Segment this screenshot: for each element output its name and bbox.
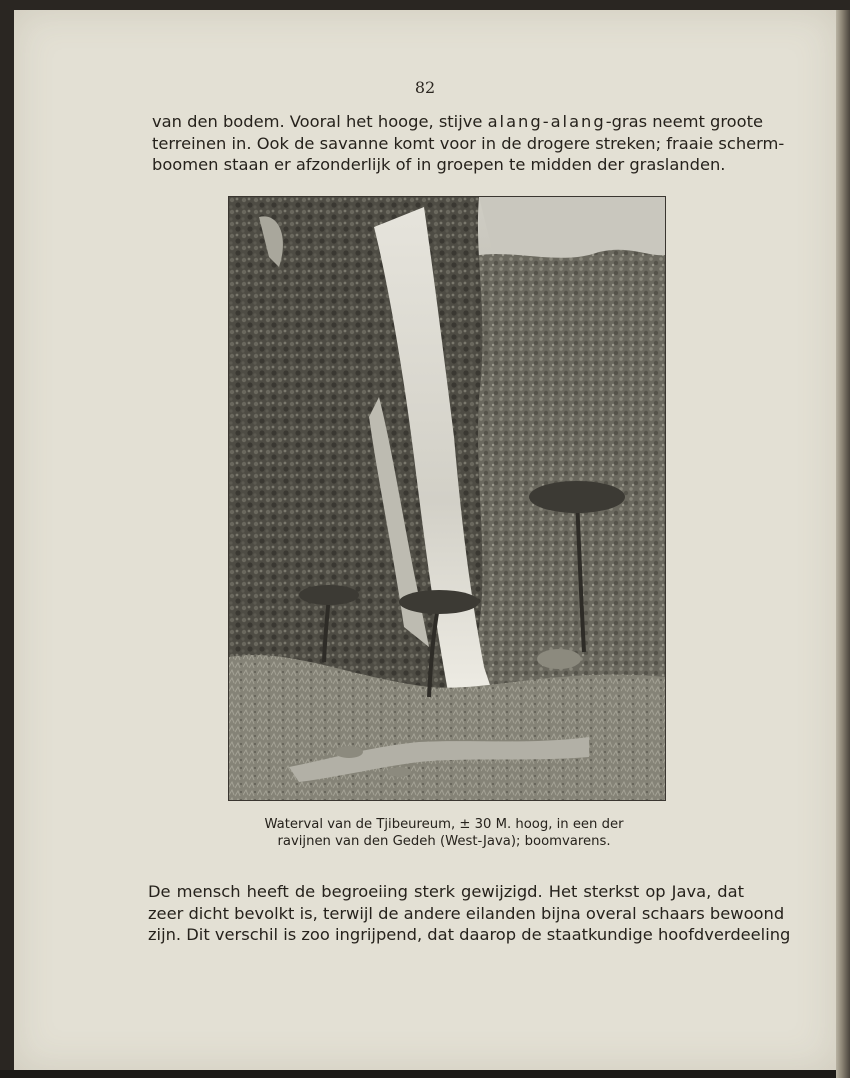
waterfall-photograph xyxy=(228,196,666,801)
bottom-paragraph-line-1: De mensch heeft de begroeiing sterk gewijzigd. Het sterkst op Java, dat xyxy=(148,882,744,901)
book-page xyxy=(14,10,836,1070)
bottom-paragraph-line-3: zijn. Dit verschil is zoo ingrijpend, dat daarop de staatkundige hoofdverdeeling xyxy=(148,925,791,944)
page-edge xyxy=(836,10,850,1078)
bottom-paragraph-line-2: zeer dicht bevolkt is, terwijl de andere eilanden bijna overal schaars bewoond xyxy=(148,903,785,923)
page-number: 82 xyxy=(414,78,436,97)
caption-line-1: Waterval van de Tjibeureum, ± 30 M. hoog, in een der xyxy=(264,817,624,832)
caption-line-2: ravijnen van den Gedeh (West-Java); boomvarens. xyxy=(277,834,611,849)
top-paragraph xyxy=(152,111,785,176)
alang-alang-term: alang-alang xyxy=(487,112,606,131)
top-paragraph-line-2: terreinen in. Ook de savanne komt voor in de drogere streken; fraaie scherm- xyxy=(152,133,785,153)
bottom-paragraph xyxy=(148,881,791,946)
background-bottom xyxy=(0,1070,850,1078)
waterfall-photo-illustration xyxy=(229,197,665,800)
figure-caption xyxy=(214,816,674,850)
line1-before: van den bodem. Vooral het hooge, stijve xyxy=(152,112,488,131)
top-paragraph-line-3: boomen staan er afzonderlijk of in groepen te midden der graslanden. xyxy=(152,155,726,174)
top-paragraph-line-1 xyxy=(152,111,764,133)
line1-after: -gras neemt groote xyxy=(605,112,764,131)
